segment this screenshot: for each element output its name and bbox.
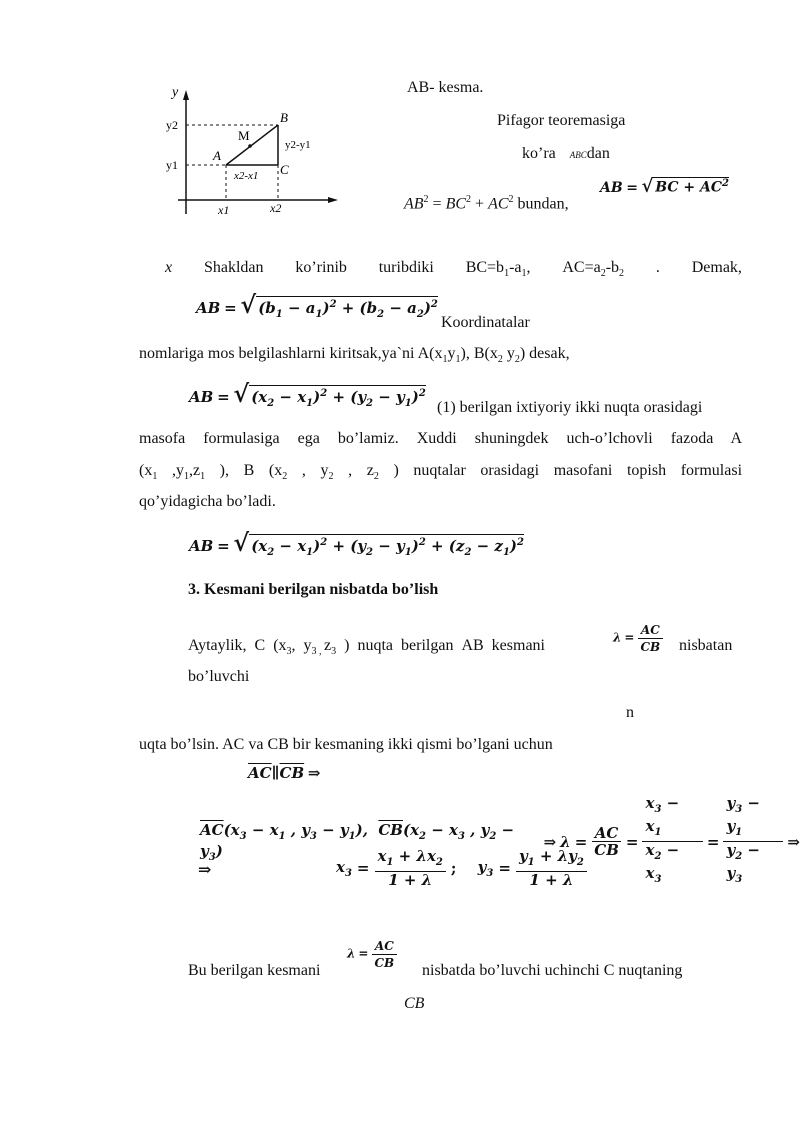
para1-demak: Demak, (691, 259, 742, 276)
para1-w2: ko’rinib (295, 259, 347, 276)
formula-ab-ba: AB = √ $(b_1 - a_1)^2 + (b_2 - a_2)^2$ (196, 290, 438, 320)
para1-w3: turibdiki (378, 259, 434, 276)
y2-label: y2 (166, 118, 178, 132)
coordinate-formulas: $x_3$ = $\frac{x_1 + \lambda x_2}{1 + \lambda}$ ; $y_3$ = $\frac{y_1 + \lambda y_2}{1 + \lambda}$ (336, 848, 587, 888)
para1-w1: Shakldan (203, 259, 264, 276)
y-axis-label: y (172, 85, 179, 100)
formula-ab-2d: AB = √ $(x_2 - x_1)^2 + (y_2 - y_1)^2$ (189, 379, 426, 409)
y1-label: y1 (166, 158, 178, 172)
para3-line2: bo’luvchi (188, 668, 250, 685)
vector-ratio-formula: $\overline{AC}(x_3 - x_1$ , $y_3 - y_1$), $\overline{CB}(x_2 - x_3$ , $y_2 - y_3$) ⇒ λ = $\frac{AC}{CB}$ = $\frac{x_3 - x_1}{x_2 - x_3}$ = $\frac{y_3 - y_1}{y_2 - y_3}$ ⇒ (200, 794, 800, 885)
para3-line3: uqta bo’lsin. AC va CB bir kesmaning ikki qismi bo’lgani uchun (139, 736, 553, 753)
point-m-label: M (238, 128, 250, 143)
right-line-1: AB- kesma. (407, 79, 484, 96)
last-text-b: nisbatda bo’luvchi uchinchi C nuqtaning (422, 962, 683, 979)
para3-line1a: Aytaylik, C ($x_3$, $y_{3 ,}$ $z_3$ ) nuqta berilgan AB kesmani (188, 637, 545, 658)
para2-line1: (1) berilgan ixtiyoriy ikki nuqta orasidagi (437, 399, 703, 416)
x1-label: x1 (218, 203, 230, 217)
point-c-label: C (280, 162, 289, 177)
point-m-dot (248, 144, 252, 148)
para3-n: n (626, 704, 634, 721)
right-line-3-abc: ABC (569, 150, 587, 160)
x2-label: x2 (270, 201, 282, 215)
right-line-3a: ko’ra (522, 145, 556, 162)
implies-arrow: ⇒ (198, 860, 212, 879)
para1-line2: nomlariga mos belgilashlarni kiritsak,ya`ni $A(x_1y_1)$, $B(x_2$ $y_2$) desak, (139, 345, 570, 366)
dx-label: x2-x1 (234, 170, 259, 182)
koordinatalar: Koordinatalar (441, 314, 530, 331)
last-cb: CB (404, 995, 425, 1012)
point-b-label: B (280, 110, 288, 125)
right-line-3c: dan (586, 145, 610, 162)
right-line-3 (522, 144, 610, 165)
para1-dot: . (655, 259, 660, 276)
para1-x: x (165, 259, 173, 276)
section-heading: 3. Kesmani berilgan nisbatda bo’lish (188, 581, 439, 598)
bundan-label: bundan, (517, 195, 569, 213)
last-text-a: Bu berilgan kesmani (188, 962, 321, 979)
segment-ab (226, 125, 278, 165)
para1-bc: $BC=b_1-a_1$, (465, 259, 531, 280)
pythagoras-line: $AB^2 = BC^2 + AC^2$ bundan, (404, 194, 569, 213)
lambda-fraction-2: λ = $\frac{AC}{CB}$ (347, 938, 397, 971)
para2-line2: masofa formulasiga ega bo’lamiz. Xuddi shuningdek uch-o’lchovli fazoda A (139, 430, 742, 447)
formula-ab-3d: AB = √ $(x_2 - x_1)^2 + (y_2 - y_1)^2 + (z_2 - z_1)^2$ (189, 528, 524, 558)
coordinate-figure (160, 78, 360, 223)
para2-line4: qo’yidagicha bo’ladi. (139, 493, 276, 510)
formula-ab-sqrt: AB = √ BC + $AC^2$ (600, 176, 729, 197)
para1-ac: $AC=a_2-b_2$ (562, 259, 625, 280)
para1-line1 (165, 258, 742, 284)
x-axis-arrow (328, 197, 338, 203)
para3-nisbatan: nisbatan (679, 637, 733, 654)
dy-label: y2-y1 (285, 139, 311, 151)
y-axis-arrow (183, 90, 189, 100)
parallel-vectors: $\overline{AC}\parallel\overline{CB}$ ⇒ (248, 764, 321, 782)
right-line-2: Pifagor teoremasiga (497, 112, 626, 129)
lambda-fraction-1: λ = $\frac{AC}{CB}$ (613, 622, 663, 655)
point-a-label: A (213, 148, 221, 163)
para2-line3: ($x_1$ $,y_1,z_1$ ), B ($x_2$ , $y_2$ , $z_2$ ) nuqtalar orasidagi masofani topish formulasi (139, 462, 743, 483)
